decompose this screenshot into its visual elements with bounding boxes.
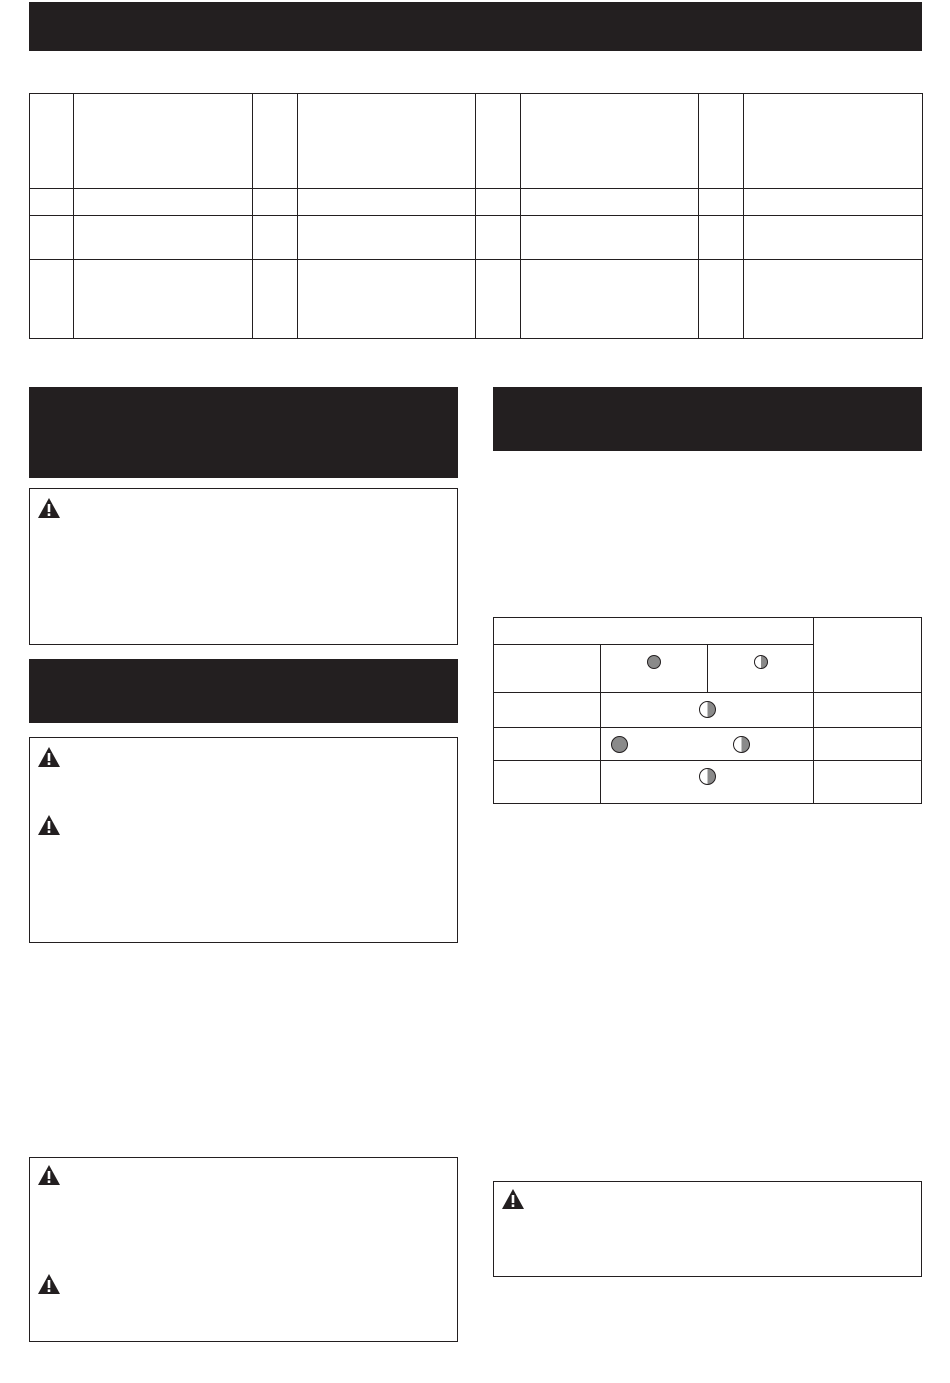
warning-box xyxy=(29,1157,458,1342)
left-section-heading-bar xyxy=(29,659,458,723)
table-cell xyxy=(298,216,476,260)
table-cell xyxy=(298,189,476,216)
warning-triangle-icon xyxy=(37,746,61,768)
table-cell xyxy=(814,761,922,804)
table-cell xyxy=(601,761,814,804)
warning-triangle-icon xyxy=(37,814,61,836)
warning-triangle-icon xyxy=(501,1188,525,1210)
table-row xyxy=(30,216,923,260)
table-cell xyxy=(699,216,744,260)
lamp-blinking-icon xyxy=(699,701,716,718)
table-cell xyxy=(253,260,298,339)
table-row xyxy=(494,761,922,804)
table-cell xyxy=(744,216,923,260)
warning-box xyxy=(29,737,458,943)
table-cell xyxy=(476,94,521,189)
table-cell xyxy=(253,216,298,260)
table-cell xyxy=(494,761,601,804)
right-section-heading-bar xyxy=(493,387,922,451)
lamp-blinking-icon xyxy=(699,768,716,785)
table-cell xyxy=(521,189,699,216)
table-cell xyxy=(494,728,601,761)
table-cell xyxy=(476,260,521,339)
table-cell xyxy=(699,189,744,216)
table-header-cell xyxy=(494,645,601,693)
table-cell xyxy=(744,189,923,216)
table-cell xyxy=(814,693,922,728)
table-cell xyxy=(30,94,74,189)
table-header-cell xyxy=(814,618,922,693)
table-cell xyxy=(494,693,601,728)
lamp-lit-icon xyxy=(611,736,628,753)
warning-box xyxy=(493,1181,922,1277)
lamp-blinking-icon xyxy=(754,655,768,669)
table-cell xyxy=(74,260,253,339)
table-row xyxy=(30,94,923,189)
table-cell xyxy=(476,189,521,216)
table-cell xyxy=(744,94,923,189)
table-cell xyxy=(476,216,521,260)
table-row xyxy=(494,728,922,761)
table-row xyxy=(30,189,923,216)
page-header-bar xyxy=(29,2,922,51)
indicator-lamp-table xyxy=(493,617,922,804)
table-cell xyxy=(253,94,298,189)
specifications-table xyxy=(29,93,923,339)
lamp-lit-icon xyxy=(647,655,661,669)
table-cell xyxy=(521,216,699,260)
warning-triangle-icon xyxy=(37,1273,61,1295)
lamp-blinking-icon xyxy=(733,736,750,753)
table-cell xyxy=(601,693,814,728)
table-row xyxy=(494,618,922,645)
left-section-heading-bar xyxy=(29,387,458,478)
table-cell xyxy=(30,260,74,339)
table-cell xyxy=(699,94,744,189)
table-row xyxy=(494,693,922,728)
table-cell xyxy=(744,260,923,339)
table-cell xyxy=(298,260,476,339)
table-cell xyxy=(521,260,699,339)
table-header-cell xyxy=(601,645,708,693)
table-row xyxy=(30,260,923,339)
warning-triangle-icon xyxy=(37,1164,61,1186)
table-header-cell xyxy=(494,618,814,645)
table-cell xyxy=(521,94,699,189)
table-cell xyxy=(74,216,253,260)
table-cell xyxy=(253,189,298,216)
table-cell xyxy=(30,189,74,216)
table-cell xyxy=(74,189,253,216)
warning-triangle-icon xyxy=(37,497,61,519)
table-cell xyxy=(814,728,922,761)
table-cell xyxy=(298,94,476,189)
table-cell xyxy=(699,260,744,339)
table-header-cell xyxy=(708,645,814,693)
table-cell xyxy=(74,94,253,189)
table-cell xyxy=(601,728,814,761)
warning-box xyxy=(29,488,458,645)
table-cell xyxy=(30,216,74,260)
